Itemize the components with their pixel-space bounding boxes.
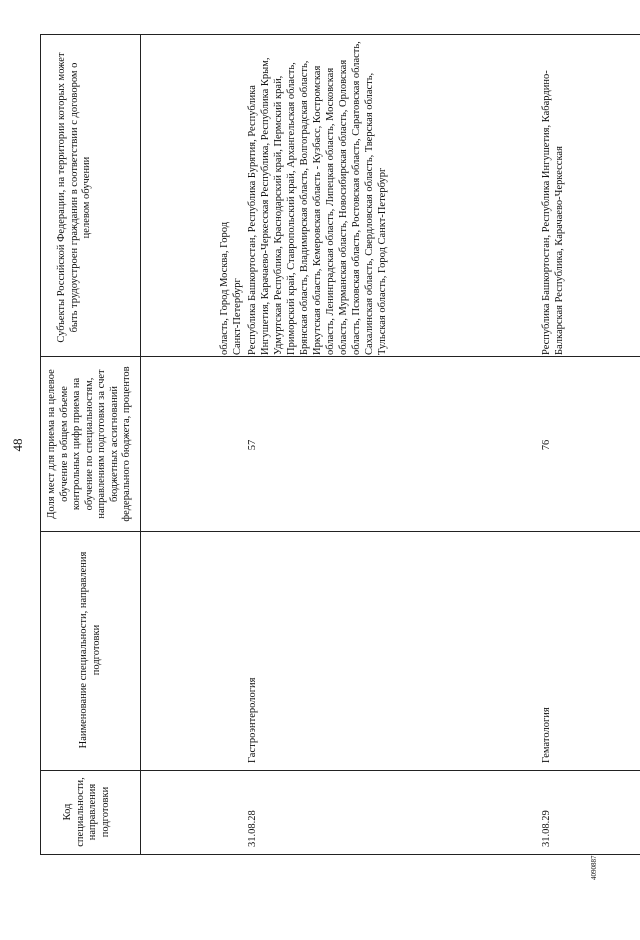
row-code: 31.08.28: [247, 810, 258, 847]
row-name: Гастроэнтерология: [247, 677, 258, 763]
row-regions: Республика Башкортостан, Республика Бурятия, Республика Ингушетия, Карачаево-Черкесская Республика, Республика Крым, Удмуртская Республика, Краснодарский край, Пермский край, Приморский край, Ставропольский край, Архангельская область, Брянская область, Владимирская область, Волгоградская область, Иркутская область, Кемеровская область - Кузбасс, Костромская область, Ленинградская область, Липецкая область, Московская область, Мурманская область, Новосибирская область, Орловская область, Псковская область, Ростовская область, Саратовская область, Сахалинская область, Свердловская область, Тверская область, Тульская область, Город Санкт-Петербург: [247, 41, 388, 355]
header-name: Наименование специальности, направления подготовки: [78, 551, 102, 749]
col-divider-2: [40, 770, 640, 771]
row-name: Гематология: [541, 707, 552, 763]
rotated-page: [10, 35, 640, 855]
continuation-text: область, Город Москва, Город Санкт-Петербург: [219, 221, 243, 355]
document-code-text: 4090887: [590, 855, 598, 880]
col-divider-5: [40, 34, 640, 35]
row-code: 31.08.29: [541, 810, 552, 847]
document-code: [590, 855, 604, 940]
table-header-border: [140, 35, 141, 855]
header-code: Код специальности, направления подготовки: [62, 777, 111, 847]
col-divider-4: [40, 356, 640, 357]
col-divider-1: [40, 854, 640, 855]
col-divider-3: [40, 531, 640, 532]
row-regions: Республика Башкортостан, Республика Ингушетия, Кабардино-Балкарская Республика, Карачаево-Черкесская: [541, 70, 565, 355]
row-share: 76: [541, 439, 552, 451]
header-regions: Субъекты Российской Федерации, на территории которых может быть трудоустроен гражданин в соответствии с договором о целевом обучении: [56, 52, 92, 343]
row-share: 57: [247, 439, 258, 451]
table-top-border: [40, 35, 41, 855]
header-share: Доля мест для приема на целевое обучение в общем объеме контрольных цифр приема на обучение по специальностям, направлениям подготовки за счет бюджетных ассигнований федерального бюджета, процентов: [46, 366, 132, 522]
page-number: 48: [10, 438, 25, 452]
